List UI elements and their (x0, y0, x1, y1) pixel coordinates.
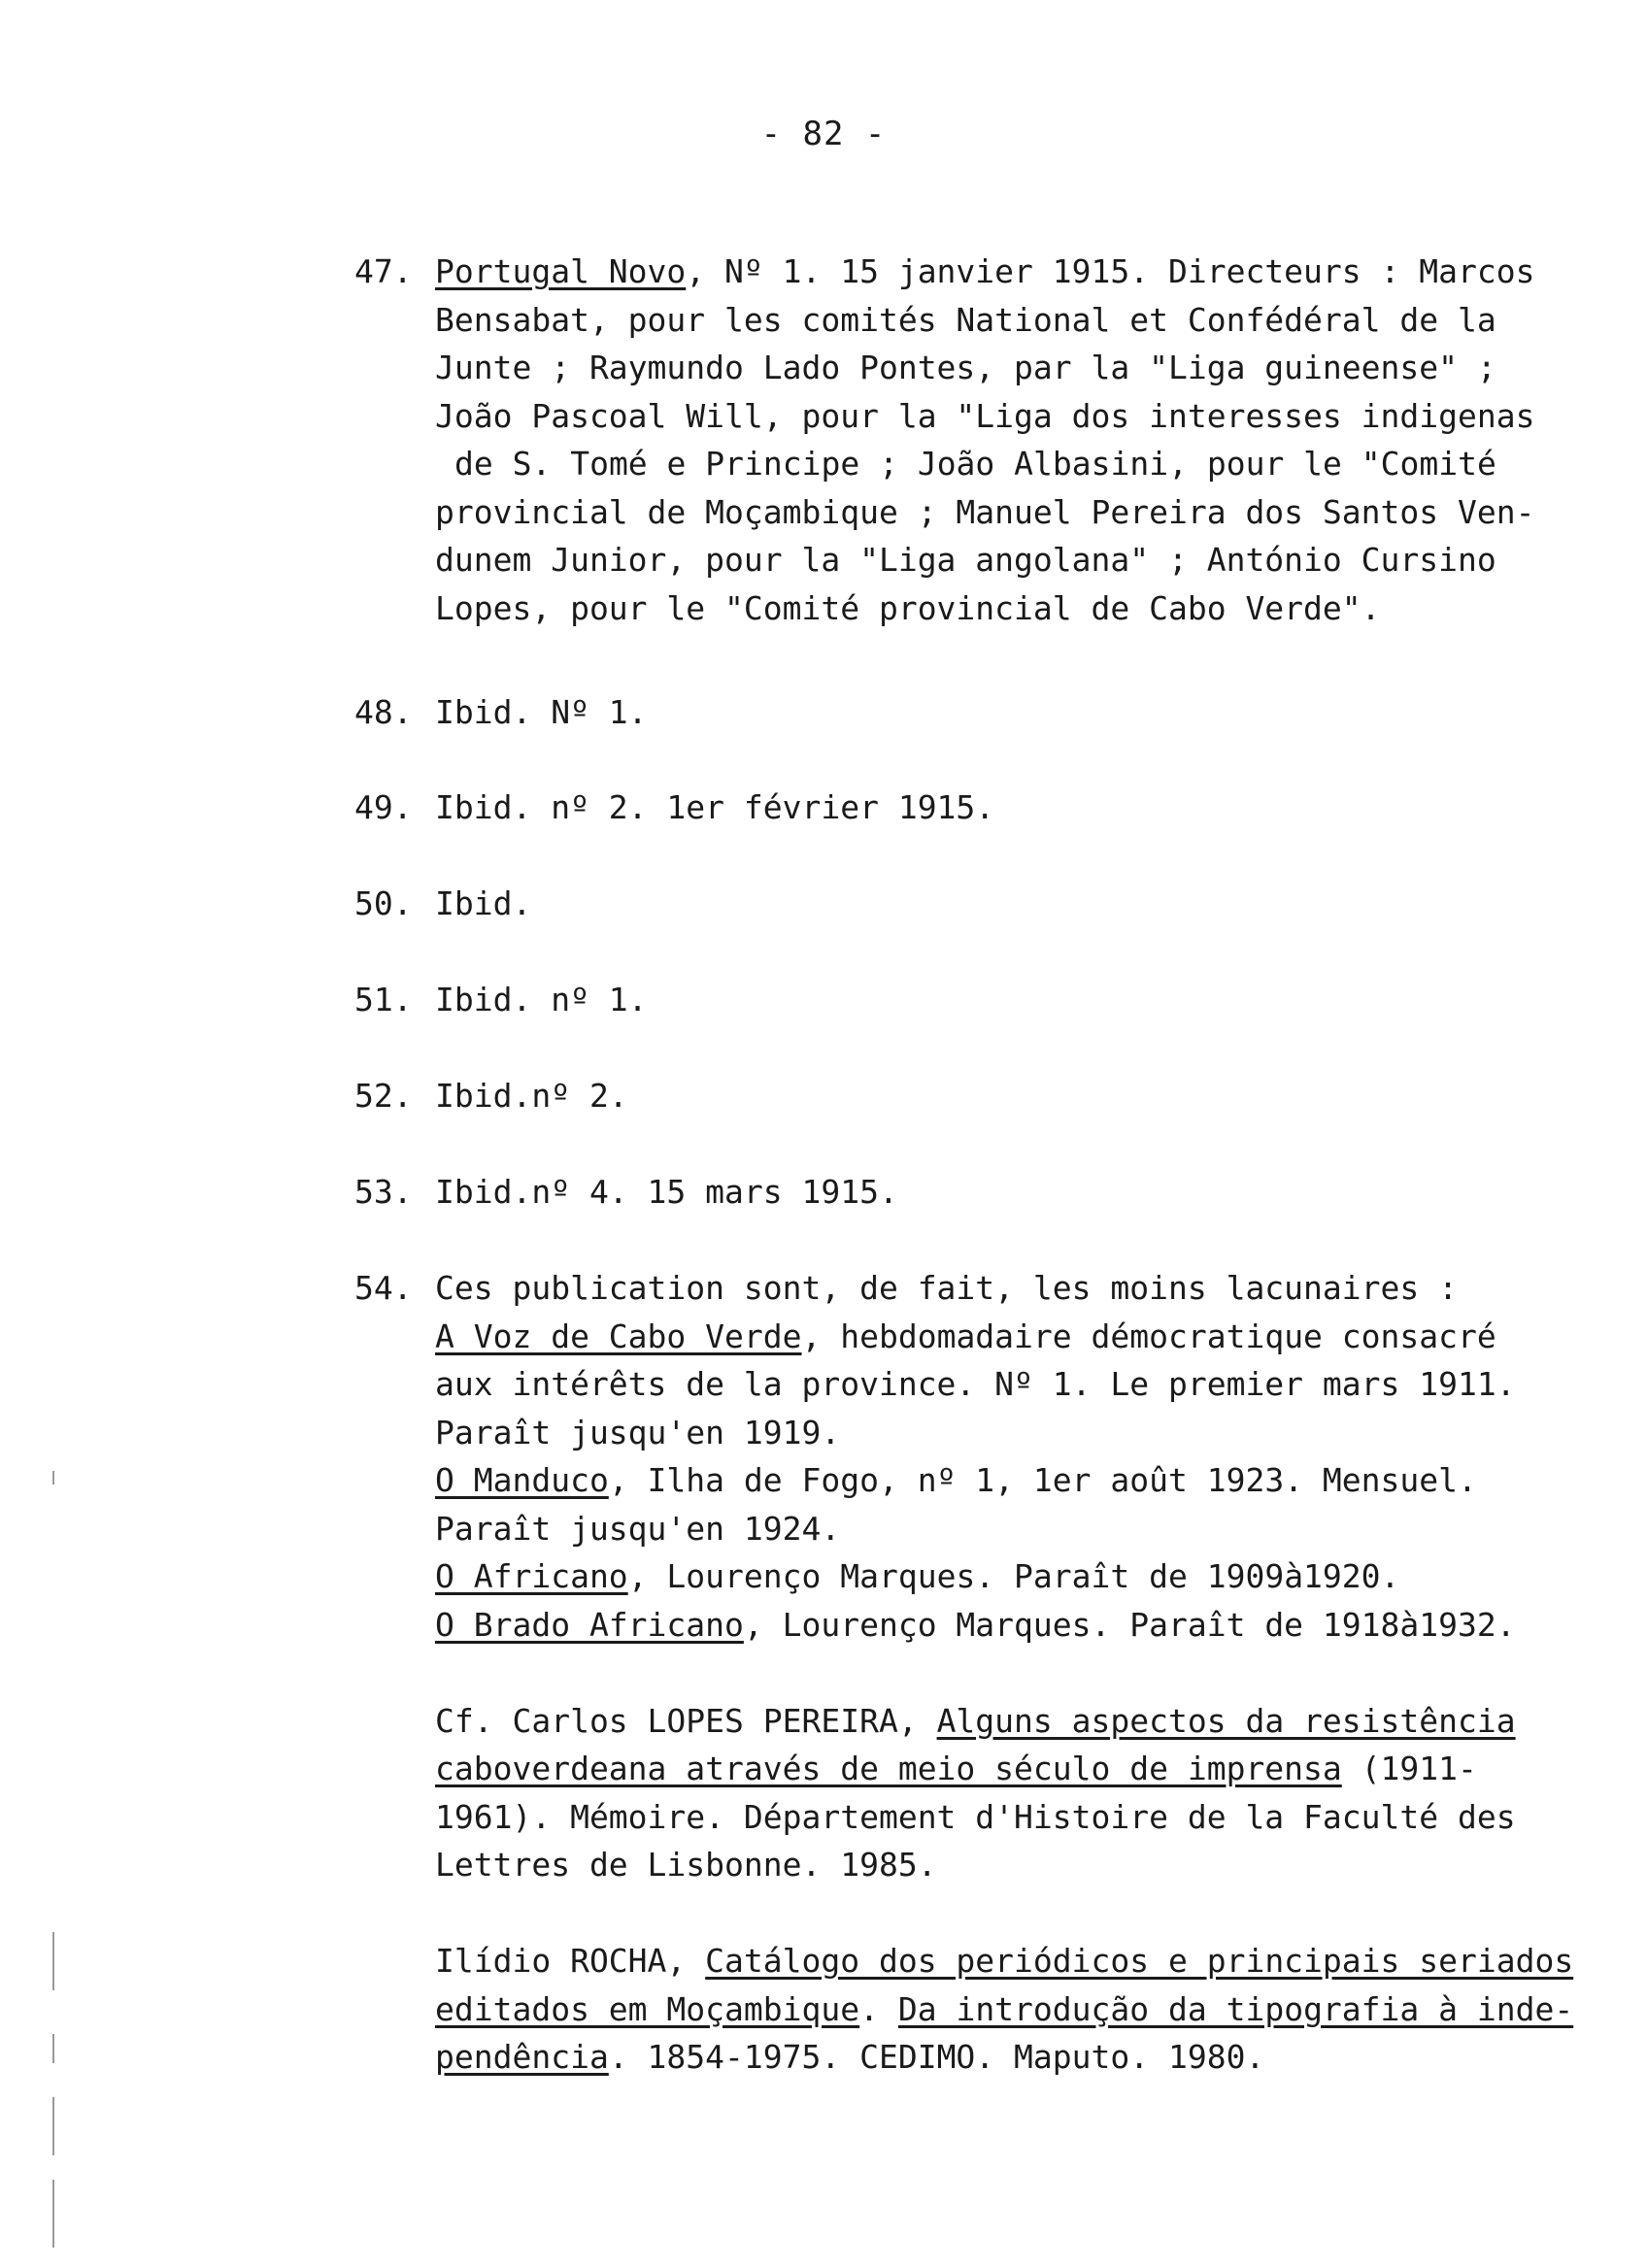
work-title: Alguns aspectos da resistência (936, 1701, 1516, 1740)
note-number: 52. (354, 1077, 413, 1115)
note-text: Cf. Carlos LOPES PEREIRA, (435, 1701, 937, 1740)
note-text: Bensabat, pour les comités National et Confédéral de la (435, 300, 1496, 339)
note-text: , hebdomadaire démocratique consacré (801, 1317, 1496, 1355)
note-text: Paraît jusqu'en 1924. (435, 1509, 841, 1548)
note-text: Junte ; Raymundo Lado Pontes, par la "Liga guineense" ; (435, 349, 1496, 386)
note-text: Ibid. Nº 1. (435, 693, 648, 731)
note-text: Ibid. nº 2. 1er février 1915. (435, 788, 995, 826)
note-text: Lopes, pour le "Comité provincial de Cabo Verde". (435, 588, 1381, 627)
note-text: Paraît jusqu'en 1919. (435, 1413, 841, 1451)
note-52 (354, 1072, 1607, 1120)
note-text: dunem Junior, pour la "Liga angolana" ; António Cursino (435, 541, 1496, 579)
note-text: , Ilha de Fogo, nº 1, 1er août 1923. Mensuel. (608, 1461, 1477, 1499)
journal-title: Portugal Novo (435, 252, 687, 290)
note-text: Ibid.nº 2. (435, 1077, 628, 1115)
note-text: Ibid. nº 1. (435, 981, 648, 1018)
work-title: Catálogo dos periódicos e principais seriados (705, 1942, 1574, 1980)
reference-rocha (435, 1937, 1607, 2082)
note-text: 1961). Mémoire. Département d'Histoire de la Faculté des (435, 1797, 1516, 1836)
note-number: 53. (354, 1173, 413, 1211)
note-text: Ibid. (435, 884, 532, 922)
journal-title: A Voz de Cabo Verde (435, 1317, 802, 1355)
note-text: , Nº 1. 15 janvier 1915. Directeurs : Marcos (686, 252, 1535, 290)
note-text: Ces publication sont, de fait, les moins lacunaires : (435, 1269, 1458, 1307)
note-text: . 1854-1975. CEDIMO. Maputo. 1980. (608, 2038, 1265, 2076)
note-text: João Pascoal Will, pour la "Liga dos interesses indigenas (435, 396, 1535, 435)
work-title: caboverdeana através de meio século de imprensa (435, 1750, 1342, 1787)
note-text: provincial de Moçambique ; Manuel Pereira dos Santos Ven- (435, 492, 1535, 531)
note-text: Ibid.nº 4. 15 mars 1915. (435, 1173, 898, 1211)
work-title: pendência (435, 2038, 609, 2076)
note-text: Lettres de Lisbonne. 1985. (435, 1846, 937, 1884)
note-text: . (859, 1989, 898, 2028)
note-text: de S. Tomé e Principe ; João Albasini, pour le "Comité (454, 445, 1496, 483)
scan-mark (52, 2097, 54, 2155)
note-number: 50. (354, 884, 413, 922)
note-54 (354, 1264, 1607, 2082)
note-text: , Lourenço Marques. Paraît de 1918à1932. (743, 1605, 1516, 1644)
scan-mark (52, 2180, 54, 2248)
note-49 (354, 784, 1607, 832)
journal-title: O Africano (435, 1557, 628, 1595)
note-text: aux intérêts de la province. Nº 1. Le premier mars 1911. (435, 1365, 1516, 1403)
scan-mark (52, 2034, 54, 2063)
note-number: 51. (354, 981, 413, 1018)
note-number: 54. (354, 1269, 413, 1307)
note-47 (354, 248, 1607, 632)
work-title: Da introdução da tipografia à inde- (897, 1989, 1574, 2028)
note-51 (354, 976, 1607, 1024)
page-number: - 82 - (760, 115, 887, 153)
note-number: 48. (354, 693, 413, 731)
reference-pereira (435, 1697, 1607, 1889)
journal-title: O Brado Africano (435, 1605, 744, 1644)
note-number: 47. (354, 252, 413, 290)
note-text: (1911- (1341, 1750, 1477, 1787)
note-text: , Lourenço Marques. Paraît de 1909à1920. (627, 1557, 1400, 1595)
note-text: Ilídio ROCHA, (435, 1942, 706, 1980)
note-53 (354, 1168, 1607, 1217)
scan-mark (52, 1471, 54, 1484)
note-50 (354, 880, 1607, 928)
work-title: editados em Moçambique (435, 1989, 860, 2028)
scan-mark (52, 1932, 54, 1990)
note-number: 49. (354, 788, 413, 826)
journal-title: O Manduco (435, 1461, 609, 1499)
note-48 (354, 688, 1607, 737)
